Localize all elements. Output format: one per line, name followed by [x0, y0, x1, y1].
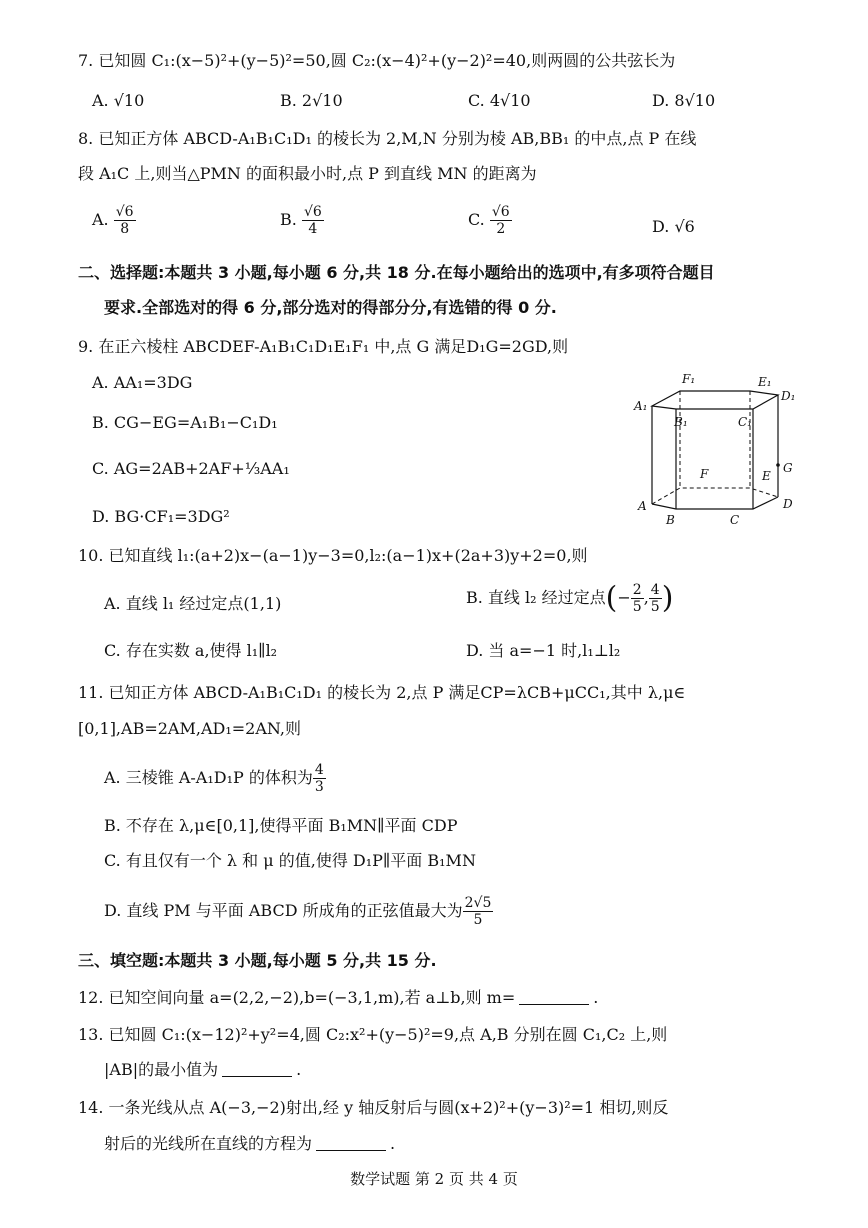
q13-answer-blank[interactable]	[222, 1060, 292, 1077]
q10-point-y-den: 5	[650, 599, 660, 615]
q11-option-a-text: A. 三棱锥 A-A₁D₁P 的体积为	[104, 768, 313, 787]
q9-option-d: D. BG·CF₁=3DG²	[92, 507, 230, 526]
q11-stem-line2: [0,1],AB=2AM,AD₁=2AN,则	[78, 719, 301, 738]
q10-point-y	[649, 582, 662, 615]
label-a1: A₁	[634, 399, 648, 413]
q11-option-d-text: D. 直线 PM 与平面 ABCD 所成角的正弦值最大为	[104, 901, 463, 920]
q9-option-b: B. CG−EG=A₁B₁−C₁D₁	[92, 413, 278, 432]
q8-option-a	[92, 204, 136, 237]
q8-option-c-num: √6	[491, 204, 510, 220]
q10-point-y-num: 4	[650, 582, 660, 598]
q8-option-d-text: √6	[674, 217, 695, 236]
q8-option-a-label: A.	[92, 210, 109, 229]
q10-option-a: A. 直线 l₁ 经过定点(1,1)	[104, 594, 282, 613]
label-b: B	[666, 513, 675, 527]
q8-option-a-den: 8	[120, 221, 130, 237]
minus-sign: −	[617, 588, 631, 607]
q7-option-a: A. √10	[92, 91, 145, 110]
q8-option-b-label: B.	[280, 210, 297, 229]
label-c: C	[730, 513, 740, 527]
section3-heading: 三、填空题:本题共 3 小题,每小题 5 分,共 15 分.	[78, 951, 437, 970]
comma: ,	[643, 588, 649, 607]
q8-option-a-num: √6	[115, 204, 134, 220]
q14-line2-text: 射后的光线所在直线的方程为	[104, 1134, 313, 1153]
label-b1: B₁	[674, 415, 688, 429]
label-f: F	[700, 467, 709, 481]
q8-option-d	[652, 216, 695, 238]
q13-line1: 13. 已知圆 C₁:(x−12)²+y²=4,圆 C₂:x²+(y−5)²=9,点 A,B 分别在圆 C₁,C₂ 上,则	[78, 1025, 668, 1044]
q10-option-b	[466, 582, 673, 615]
q14-line1: 14. 一条光线从点 A(−3,−2)射出,经 y 轴反射后与圆(x+2)²+(y−3)²=1 相切,则反	[78, 1098, 669, 1117]
q11-option-d-fraction	[463, 895, 494, 928]
q13-line2-text: |AB|的最小值为	[104, 1060, 219, 1079]
q7-option-b: B. 2√10	[280, 91, 343, 110]
q10-stem: 10. 已知直线 l₁:(a+2)x−(a−1)y−3=0,l₂:(a−1)x+(2a+3)y+2=0,则	[78, 546, 588, 565]
label-e: E	[762, 469, 771, 483]
section2-heading-line2: 要求.全部选对的得 6 分,部分选对的得部分分,有选错的得 0 分.	[104, 298, 557, 317]
q8-option-b-den: 4	[308, 221, 318, 237]
q14-line2: 射后的光线所在直线的方程为 .	[104, 1134, 396, 1153]
q8-stem-line2: 段 A₁C 上,则当△PMN 的面积最小时,点 P 到直线 MN 的距离为	[78, 164, 537, 183]
hexagonal-prism-figure	[630, 368, 805, 528]
q10-option-b-text: B. 直线 l₂ 经过定点	[466, 588, 606, 607]
q10-option-c: C. 存在实数 a,使得 l₁∥l₂	[104, 641, 278, 660]
q11-option-d-num: 2√5	[464, 895, 492, 911]
q8-option-c-label: C.	[468, 210, 485, 229]
q8-option-c-fraction	[490, 204, 512, 237]
q11-option-a-den: 3	[314, 779, 324, 795]
prism-hidden-bottom	[652, 488, 778, 504]
q10-point-x-den: 5	[632, 599, 642, 615]
left-paren: (	[605, 580, 618, 616]
q9-option-c: C. AG=2AB+2AF+⅓AA₁	[92, 459, 290, 478]
q8-stem-line1: 8. 已知正方体 ABCD-A₁B₁C₁D₁ 的棱长为 2,M,N 分别为棱 AB,BB₁ 的中点,点 P 在线	[78, 129, 697, 148]
q11-option-c: C. 有且仅有一个 λ 和 μ 的值,使得 D₁P∥平面 B₁MN	[104, 851, 476, 870]
section2-heading-line1: 二、选择题:本题共 3 小题,每小题 6 分,共 18 分.在每小题给出的选项中,有多项符合题目	[78, 263, 715, 282]
q10-option-d: D. 当 a=−1 时,l₁⊥l₂	[466, 641, 621, 660]
prism-top-face	[652, 391, 778, 409]
q11-option-a	[104, 762, 326, 795]
q10-point-x-num: 2	[632, 582, 642, 598]
q8-option-c	[468, 204, 512, 237]
q12: 12. 已知空间向量 a=(2,2,−2),b=(−3,1,m),若 a⊥b,则 m= .	[78, 988, 599, 1007]
q8-option-d-label: D.	[652, 217, 670, 236]
label-c1: C₁	[738, 415, 752, 429]
q11-option-d-den: 5	[473, 912, 483, 928]
page-footer: 数学试题 第 2 页 共 4 页	[350, 1170, 518, 1188]
prism-bottom-edges	[652, 497, 778, 509]
q12-text: 12. 已知空间向量 a=(2,2,−2),b=(−3,1,m),若 a⊥b,则 m=	[78, 988, 516, 1007]
point-g	[776, 463, 780, 467]
q8-option-a-fraction	[114, 204, 136, 237]
q11-option-d	[104, 895, 493, 928]
q10-point-x	[631, 582, 644, 615]
q11-option-a-num: 4	[314, 762, 324, 778]
label-g: G	[783, 461, 793, 475]
q12-answer-blank[interactable]	[519, 988, 589, 1005]
q14-answer-blank[interactable]	[316, 1134, 386, 1151]
q7-option-d: D. 8√10	[652, 91, 716, 110]
right-paren: )	[661, 580, 674, 616]
label-e1: E₁	[758, 375, 772, 389]
q8-option-b	[280, 204, 324, 237]
label-f1: F₁	[682, 372, 696, 386]
q9-option-a: A. AA₁=3DG	[92, 373, 193, 392]
q7-option-c: C. 4√10	[468, 91, 531, 110]
q8-option-c-den: 2	[496, 221, 506, 237]
q8-option-b-fraction	[302, 204, 324, 237]
q9-stem: 9. 在正六棱柱 ABCDEF-A₁B₁C₁D₁E₁F₁ 中,点 G 满足D₁G=2GD,则	[78, 337, 569, 356]
q11-stem-line1: 11. 已知正方体 ABCD-A₁B₁C₁D₁ 的棱长为 2,点 P 满足CP=λCB+μCC₁,其中 λ,μ∈	[78, 683, 686, 702]
q11-option-b: B. 不存在 λ,μ∈[0,1],使得平面 B₁MN∥平面 CDP	[104, 816, 458, 835]
q11-option-a-fraction	[313, 762, 326, 795]
label-d: D	[783, 497, 793, 511]
label-a: A	[638, 499, 647, 513]
label-d1: D₁	[781, 389, 796, 403]
q13-line2: |AB|的最小值为 .	[104, 1060, 302, 1079]
q7-stem: 7. 已知圆 C₁:(x−5)²+(y−5)²=50,圆 C₂:(x−4)²+(y−2)²=40,则两圆的公共弦长为	[78, 51, 676, 70]
q8-option-b-num: √6	[303, 204, 322, 220]
